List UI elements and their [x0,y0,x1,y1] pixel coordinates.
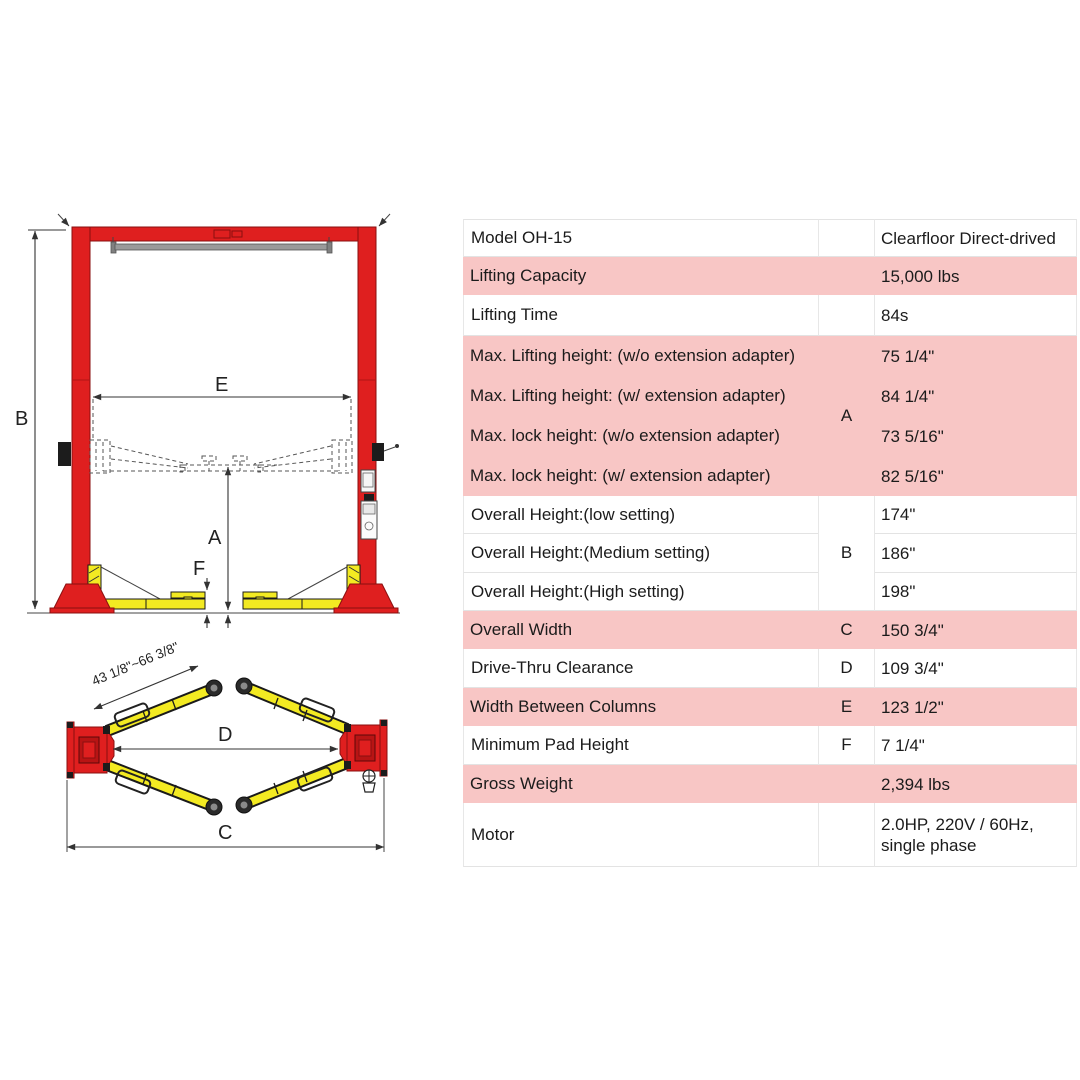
spec-value: 123 1/2" [875,688,1077,726]
spec-label: Width Between Columns [463,688,818,726]
spec-value: 15,000 lbs [875,257,1077,295]
spec-value: 186" [875,534,1077,573]
spec-letter [818,765,875,803]
right-column [358,227,376,609]
arm-upper-left [107,680,222,731]
lift-diagram [8,210,460,875]
spec-label: Lifting Capacity [463,257,818,295]
spec-label: Max. Lifting height: (w/ extension adapter) [463,376,818,416]
spec-label: Lifting Time [463,295,818,336]
dim-label-d: D [218,724,233,746]
arm-lower-left [107,765,222,815]
spec-value: Clearfloor Direct-drived [875,219,1077,257]
spec-label: Drive-Thru Clearance [463,649,818,688]
dim-label-a: A [208,527,222,549]
spec-letter-group-a: A [818,336,875,496]
spec-value: 198" [875,573,1077,611]
dim-c [67,778,384,852]
dim-d [113,724,338,749]
arm-range-label: 43 1/8"~66 3/8" [89,639,181,689]
dim-label-f: F [193,558,206,580]
spec-letter: D [818,649,875,688]
top-view [67,639,387,852]
spec-value: 2.0HP, 220V / 60Hz, single phase [875,803,1077,867]
spec-letter [818,803,875,867]
spec-label: Gross Weight [463,765,818,803]
spec-letter: E [818,688,875,726]
spec-value: 82 5/16" [875,456,1077,496]
spec-label: Model OH-15 [463,219,818,257]
spec-value: 84 1/4" [875,376,1077,416]
spec-label: Overall Height:(low setting) [463,496,818,534]
spec-label: Minimum Pad Height [463,726,818,765]
right-column-base [334,584,398,613]
spec-letter [818,295,875,336]
dim-label-b: B [15,408,29,430]
spec-value: 84s [875,295,1077,336]
dim-e [93,374,351,397]
dim-b [15,230,66,609]
dim-label-e: E [215,374,229,396]
spec-label: Overall Height:(Medium setting) [463,534,818,573]
spec-letter: F [818,726,875,765]
spec-letter: C [818,611,875,649]
dim-a [208,467,228,610]
spec-label: Overall Width [463,611,818,649]
spec-label: Max. Lifting height: (w/o extension adapter) [463,336,818,376]
spec-value: 174" [875,496,1077,534]
spec-value: 7 1/4" [875,726,1077,765]
right-lock-release [372,443,384,461]
spec-label: Motor [463,803,818,867]
spec-label: Max. lock height: (w/ extension adapter) [463,456,818,496]
spec-label: Max. lock height: (w/o extension adapter) [463,416,818,456]
spec-letter-group-b: B [818,496,875,611]
spec-value: 109 3/4" [875,649,1077,688]
spec-value: 73 5/16" [875,416,1077,456]
spec-value: 150 3/4" [875,611,1077,649]
left-lock-release [58,442,71,466]
left-base [67,722,114,778]
right-base [340,720,387,792]
spec-value: 75 1/4" [875,336,1077,376]
dim-label-c: C [218,822,233,844]
control-box [361,470,375,492]
top-beam [72,227,376,241]
spec-letter [818,257,875,295]
front-view [15,214,400,628]
left-column [72,227,90,609]
spec-value: 2,394 lbs [875,765,1077,803]
spec-label: Overall Height:(High setting) [463,573,818,611]
spec-letter [818,219,875,257]
left-column-base [50,584,114,613]
caster-detail [363,770,375,792]
spec-table [463,219,1077,867]
carriage-dashed [90,399,352,473]
power-unit [361,501,377,539]
